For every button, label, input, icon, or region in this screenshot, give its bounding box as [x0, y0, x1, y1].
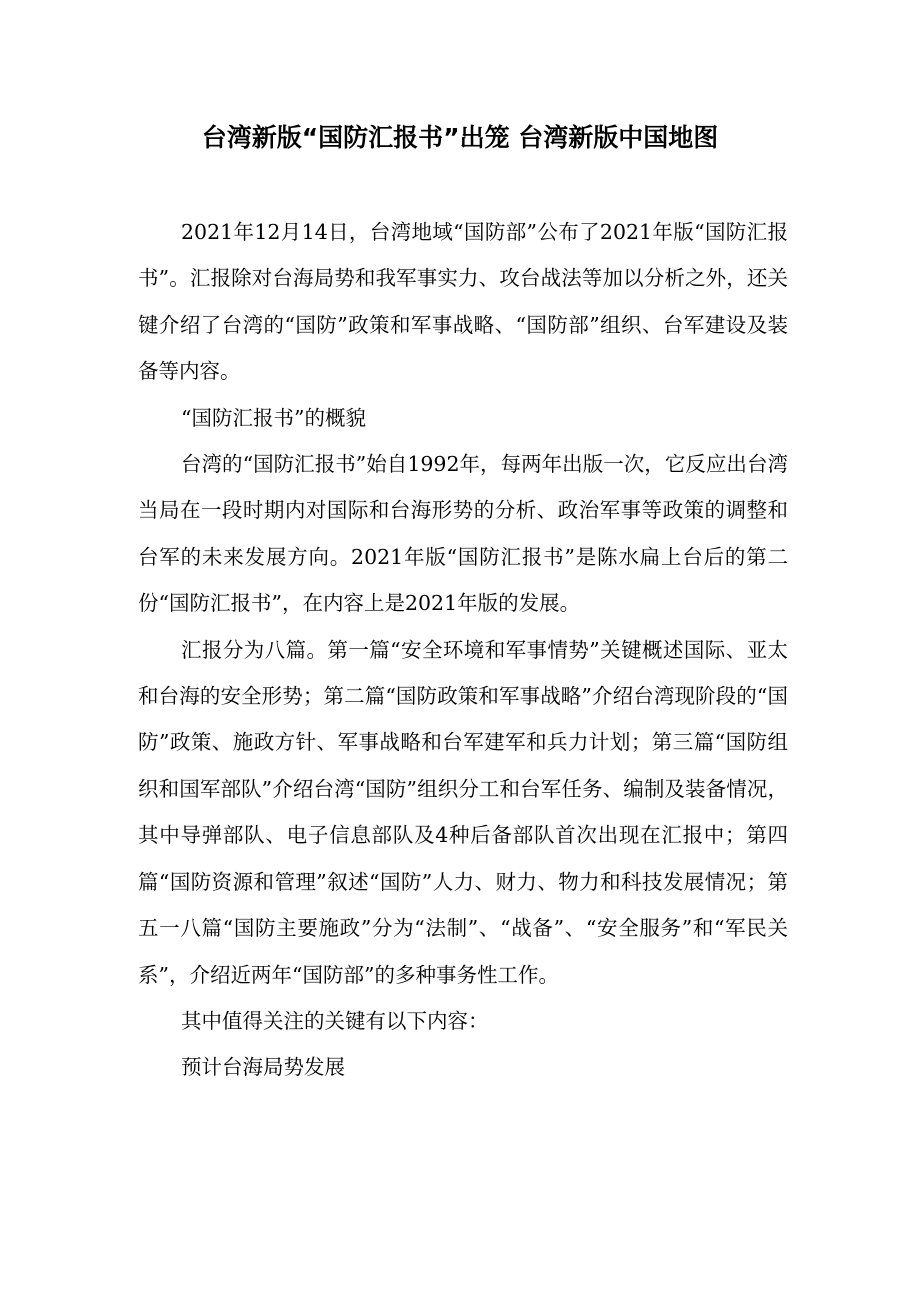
paragraph-history: 台湾的“国防汇报书”始自1992年，每两年出版一次，它反应出台湾当局在一段时期内对国际和台海形势的分析、政治军事等政策的调整和台军的未来发展方向。2021年版“国防汇报书”是陈水扁上台后的第二份“国防汇报书”，在内容上是2021年版的发展。 — [138, 452, 788, 616]
section-heading-forecast: 预计台海局势发展 — [181, 1055, 345, 1080]
paragraph-key-points: 其中值得关注的关键有以下内容： — [181, 1008, 489, 1033]
paragraph-chapters: 汇报分为八篇。第一篇“安全环境和军事情势”关键概述国际、亚太和台海的安全形势；第二篇“国防政策和军事战略”介绍台湾现阶段的“国防”政策、施政方针、军事战略和台军建军和兵力计划；第三篇“国防组织和国军部队”介绍台湾“国防”组织分工和台军任务、编制及装备情况，其中导弹部队、电子信息部队及4种后备部队首次出现在汇报中；第四篇“国防资源和管理”叙述“国防”人力、财力、物力和科技发展情况；第五一八篇“国防主要施政”分为“法制”、“战备”、“安全服务”和“军民关系”，介绍近两年“国防部”的多种事务性工作。 — [138, 637, 788, 987]
paragraph-intro: 2021年12月14日，台湾地域“国防部”公布了2021年版“国防汇报书”。汇报除对台海局势和我军事实力、攻台战法等加以分析之外，还关键介绍了台湾的“国防”政策和军事战略、“国防部”组织、台军建设及装备等内容。 — [138, 220, 788, 384]
section-heading-overview: “国防汇报书”的概貌 — [181, 405, 366, 430]
document-body — [138, 209, 788, 1091]
document-title: 台湾新版“国防汇报书”出笼 台湾新版中国地图 — [201, 123, 719, 152]
